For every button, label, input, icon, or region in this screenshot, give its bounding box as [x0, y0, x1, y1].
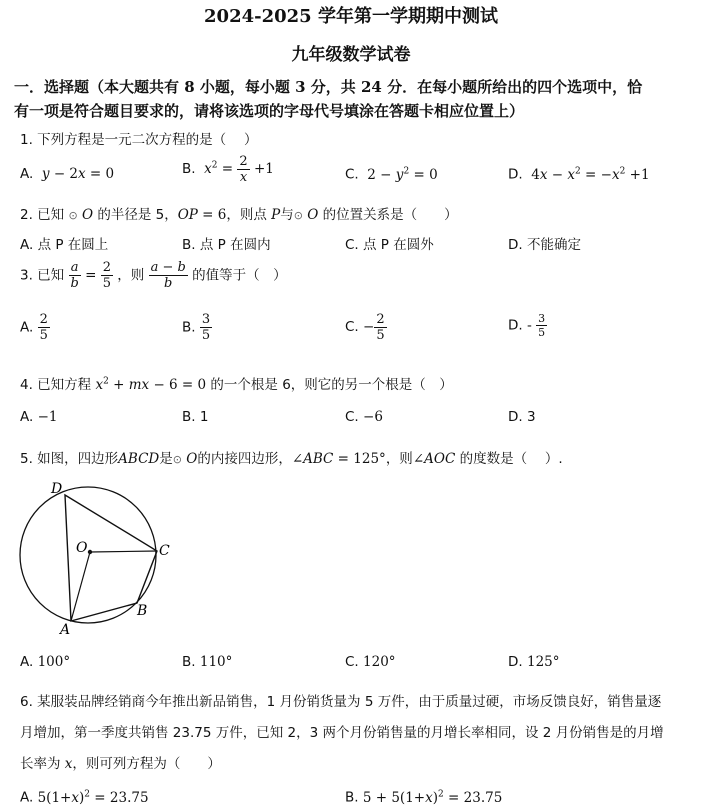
label-c: C	[159, 543, 170, 559]
q1-option-b-math: $x^2$ = $\frac{2}{x}$ +1	[204, 154, 274, 185]
q3-option-a	[20, 312, 50, 343]
q5-option-b: B. 110°	[182, 654, 233, 670]
q4-option-b: B. 1	[182, 409, 209, 425]
q5-option-c-label: C.	[345, 654, 359, 670]
q3-option-c	[345, 312, 387, 343]
q3-option-d-label: D. -	[508, 317, 532, 334]
q1-option-c	[345, 166, 438, 183]
q3-option-b-math: $\frac{3}{5}$	[201, 312, 211, 343]
q5-stem-a: 5. 如图，四边形	[20, 451, 119, 467]
q4-option-a-label: A.	[20, 409, 34, 425]
q3-stem-c: 的值等于（ ）	[192, 267, 287, 284]
q3-stem-a: 3. 已知	[20, 267, 65, 284]
q4-option-a: A. −1	[20, 409, 58, 425]
q3-option-d-math: $\frac{3}{5}$	[538, 312, 546, 339]
label-b: B	[137, 603, 148, 619]
circle-symbol-icon: ⊙	[172, 453, 182, 466]
q5-geometry-figure	[16, 476, 170, 638]
page-subtitle: 九年级数学试卷	[291, 45, 411, 65]
q3-option-b-label: B.	[182, 319, 196, 336]
q3-option-c-math: − $\frac{2}{5}$	[363, 312, 385, 343]
q3-option-c-label: C.	[345, 319, 359, 335]
q5-option-b-label: B.	[182, 654, 196, 670]
page-title: 2024-2025 学年第一学期期中测试	[204, 6, 498, 27]
q4-option-c: C. −6	[345, 409, 383, 425]
q2-option-d: D. 不能确定	[508, 237, 581, 253]
q1-stem: 1. 下列方程是一元二次方程的是（ ）	[20, 132, 258, 148]
q1-option-d-label: D.	[508, 166, 523, 183]
q6-option-b-math: $5 + 5(1+x)^2 = 23.75$	[362, 789, 503, 806]
q5-option-c: C. 120°	[345, 654, 396, 670]
q1-option-d	[508, 166, 650, 183]
q2-stem-d: 与	[280, 207, 294, 223]
q3-stem-b: ，则	[117, 267, 145, 284]
q6-line3b: ，则可列方程为（ ）	[72, 756, 221, 772]
q2-option-a: A. 点 P 在圆上	[20, 237, 109, 253]
q4-stem-a: 4. 已知方程	[20, 377, 92, 393]
q2-stem: 2. 已知 ⊙ O 的半径是 5，OP = 6，则点 P与⊙ O 的位置关系是（ ）	[20, 207, 458, 223]
q3-fraction-ab: $\frac{a}{b}$	[70, 260, 79, 291]
q5-stem-c: 的内接四边形，	[197, 451, 292, 467]
q5-stem-d: ，则	[385, 451, 413, 467]
q6-option-a-label: A.	[20, 789, 34, 806]
q3-fraction-amb: $\frac{a - b}{b}$	[150, 260, 186, 291]
label-d: D	[51, 481, 63, 497]
q6-option-a	[20, 789, 149, 806]
q4-stem	[20, 373, 453, 393]
q6-option-b	[345, 789, 502, 806]
q6-option-a-math: $5(1+x)^2 = 23.75$	[37, 789, 149, 806]
q3-option-b	[182, 312, 212, 343]
q5-option-d-label: D.	[508, 654, 523, 670]
q4-option-c-label: C.	[345, 409, 359, 425]
q4-equation: $x^2$ + mx − 6 = 0	[95, 376, 207, 393]
q5-stem: 5. 如图，四边形ABCD是⊙ O的内接四边形，∠ABC = 125°，则∠AOC 的度数是（ ）.	[20, 451, 563, 467]
q4-option-d: D. 3	[508, 409, 536, 425]
circle-symbol-icon: ⊙	[293, 209, 303, 222]
q2-option-c: C. 点 P 在圆外	[345, 237, 434, 253]
q5-stem-b: 是	[159, 451, 173, 467]
label-a: A	[60, 622, 71, 638]
segment-oc	[90, 551, 157, 552]
circle-symbol-icon: ⊙	[68, 209, 78, 222]
q2-stem-e: 的位置关系是（ ）	[322, 207, 458, 223]
q2-stem-a: 2. 已知	[20, 207, 65, 223]
q3-option-d	[508, 312, 547, 339]
section-heading-line1: 一．选择题（本大题共有 8 小题，每小题 3 分，共 24 分．在每小题所给出的四个选项中，恰	[14, 78, 643, 96]
q5-option-a: A. 100°	[20, 654, 71, 670]
q6-line3: 长率为 x，则可列方程为（ ）	[20, 756, 221, 772]
q2-option-b: B. 点 P 在圆内	[182, 237, 271, 253]
q5-option-a-label: A.	[20, 654, 34, 670]
q1-option-d-math: $4x - x^2 = -x^2 +1$	[526, 166, 650, 183]
q6-line2: 月增加，第一季度共销售 23.75 万件，已知 2，3 两个月份销售量的月增长率相同，设 2 月份销售是的月增	[20, 725, 664, 741]
q6-option-b-label: B.	[345, 789, 359, 806]
q6-line3a: 长率为	[20, 756, 61, 772]
q3-option-a-math: $\frac{2}{5}$	[39, 312, 48, 343]
q1-option-b	[182, 154, 274, 185]
q5-stem-e: 的度数是（ ）.	[459, 451, 563, 467]
circle-outline	[20, 487, 156, 623]
q6-line1: 6. 某服装品牌经销商今年推出新品销售，1 月份销货量为 5 万件，由于质量过硬，市场反馈良好，销售量逐	[20, 694, 662, 710]
q2-stem-b: 的半径是 5，	[97, 207, 178, 223]
label-o: O	[76, 540, 88, 556]
q3-option-a-label: A.	[20, 319, 34, 336]
q5-option-d: D. 125°	[508, 654, 560, 670]
q1-option-a	[20, 166, 114, 182]
q4-stem-b: 的一个根是 6，则它的另一个根是（ ）	[210, 377, 453, 393]
q1-option-c-label: C.	[345, 166, 359, 183]
q1-option-b-label: B.	[182, 161, 196, 177]
center-point	[88, 550, 92, 554]
segment-oa	[71, 552, 90, 621]
q1-option-a-math: y − 2x = 0	[41, 166, 115, 182]
q2-stem-c: ，则点	[226, 207, 267, 223]
q1-option-c-math: $2 - y^2 = 0$	[363, 166, 438, 183]
q3-fraction-25: $\frac{2}{5}$	[102, 260, 111, 291]
section-heading-line2: 有一项是符合题目要求的，请将该选项的字母代号填涂在答题卡相应位置上）	[14, 102, 525, 120]
q1-option-a-label: A.	[20, 166, 34, 182]
q3-stem: 3. 已知 $\frac{a}{b}$ = $\frac{2}{5}$ ，则 $\frac{a - b}{b}$ 的值等于（ ）	[20, 260, 287, 291]
